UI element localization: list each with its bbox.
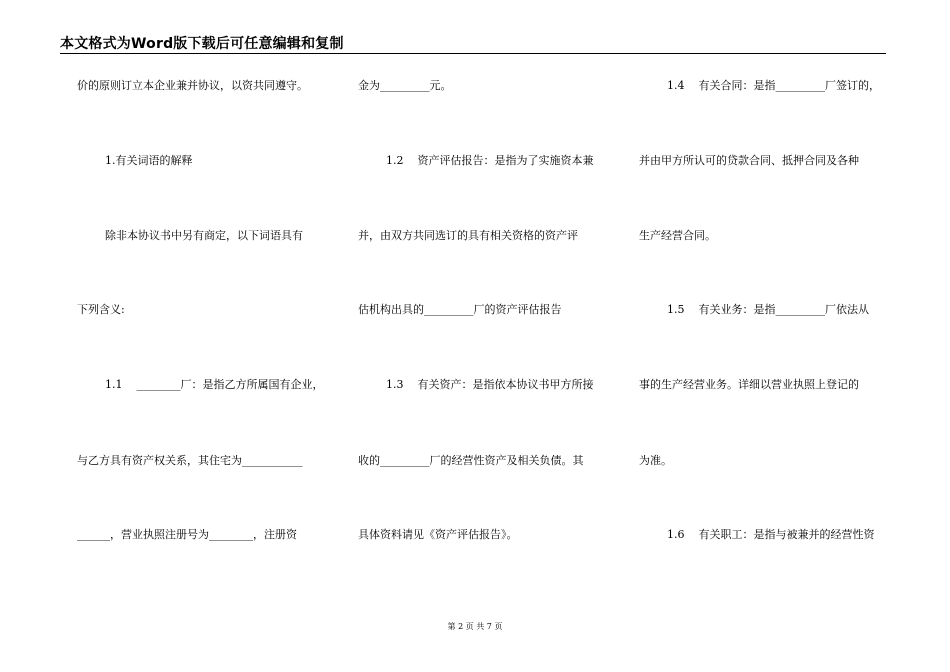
text-line: 金为_________元。 [358,79,452,92]
text-line: 价的原则订立本企业兼并协议，以资共同遵守。 [77,79,308,92]
text-line: 生产经营合同。 [639,229,716,242]
text-line: 并由甲方所认可的贷款合同、抵押合同及各种 [639,154,859,167]
text-line: 收的_________厂的经营性资产及相关负债。其 [358,454,584,467]
text-line: 1.1 ________厂：是指乙方所属国有企业， [77,378,323,391]
document-header-title: 本文格式为Word版下载后可任意编辑和复制 [60,36,344,52]
text-line: 1.6 有关职工：是指与被兼并的经营性资 [639,528,875,541]
text-line: 1.3 有关资产：是指依本协议书甲方所接 [358,378,594,391]
text-line: 1.2 资产评估报告：是指为了实施资本兼 [358,154,594,167]
text-line: 事的生产经营业务。详细以营业执照上登记的 [639,378,859,391]
text-line: ______，营业执照注册号为________，注册资 [77,528,297,541]
text-line: 与乙方具有资产权关系，其住宅为___________ [77,454,303,467]
text-column-3 [639,0,885,672]
text-line: 估机构出具的_________厂的资产评估报告 [358,303,562,316]
text-line: 并，由双方共同选订的具有相关资格的资产评 [358,229,578,242]
text-line: 为准。 [639,454,672,467]
text-line: 1.有关词语的解释 [77,154,193,167]
text-line: 下列含义: [77,303,125,316]
text-column-2 [358,0,604,672]
page-number: 第 2 页 共 7 页 [447,622,503,631]
text-column-1 [77,0,323,672]
text-line: 除非本协议书中另有商定，以下词语具有 [77,229,303,242]
text-line: 1.4 有关合同：是指_________厂签订的， [639,79,880,92]
text-line: 具体资料请见《资产评估报告》。 [358,528,518,541]
text-line: 1.5 有关业务：是指_________厂依法从 [639,303,869,316]
